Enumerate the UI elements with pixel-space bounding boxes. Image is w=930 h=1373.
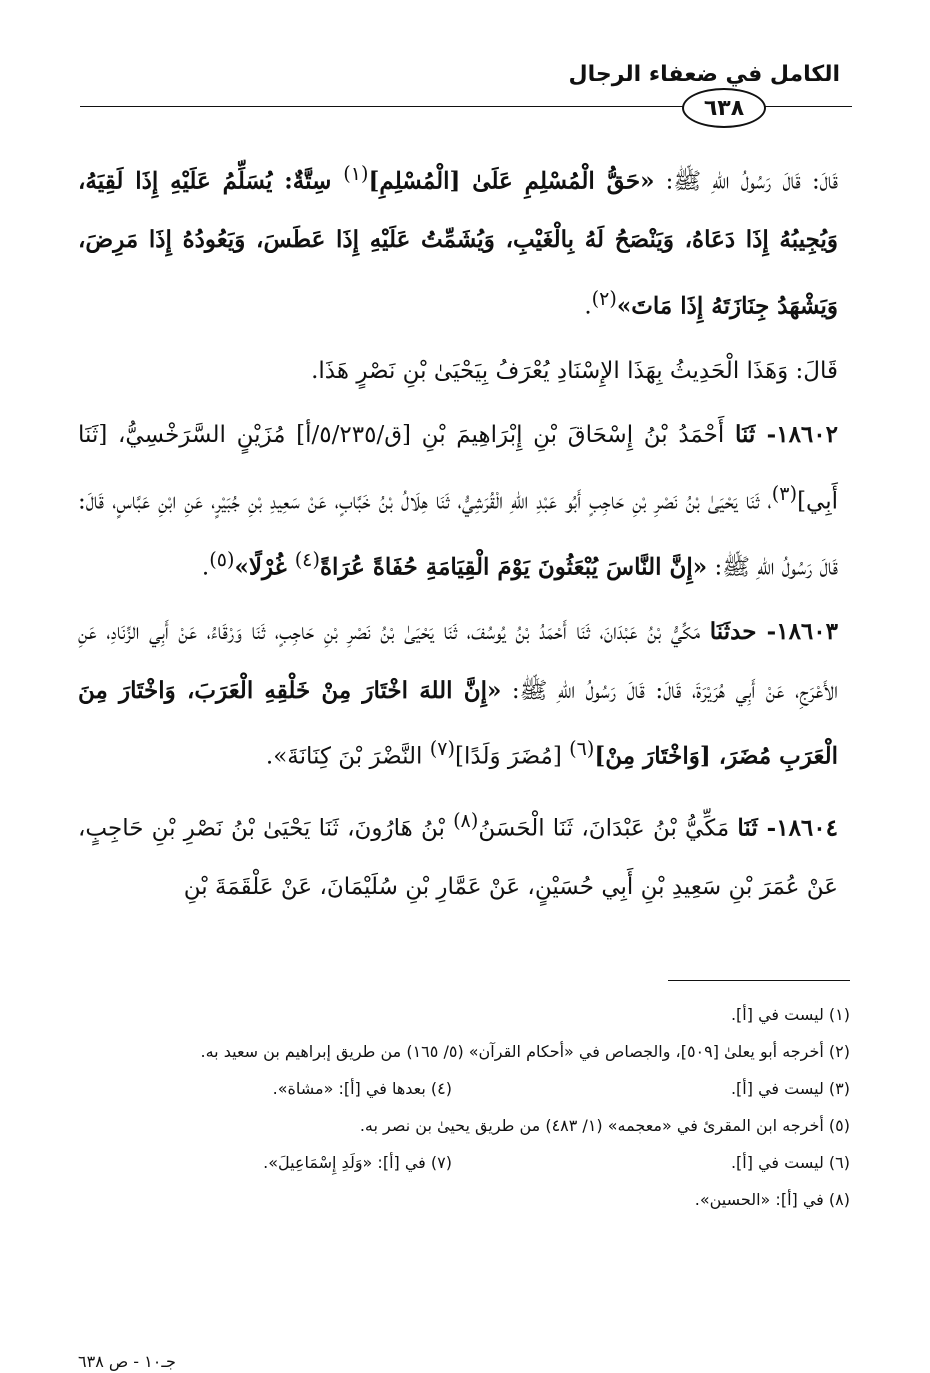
hadith-text: غُرْلًا»: [234, 553, 295, 581]
hadith-text: «إِنَّ اللهَ اخْتَارَ مِنْ خَلْقِهِ الْعَرَبَ، وَاخْتَارَ مِنَ الْعَرَبِ مُضَرَ، [وَاخْتَارَ مِنْ]: [78, 676, 838, 770]
footnote-3: (٣) ليست في [أ].: [730, 1079, 850, 1098]
hadith-number: ١٨٦٠٢-: [755, 421, 838, 449]
transmission-word: ثَنَا: [737, 814, 758, 842]
footnote-6: (٦) ليست في [أ].: [730, 1153, 850, 1172]
footnote-ref: (٨): [453, 809, 479, 833]
footnote-row: [78, 1070, 850, 1107]
hadith-18602: [78, 406, 838, 597]
text-span: مَكِّيُّ بْنُ عَبْدَانَ، ثَنَا الْحَسَنُ: [478, 815, 738, 842]
main-text: [78, 145, 838, 923]
footnote-ref: (٢): [591, 286, 617, 310]
hadith-number: ١٨٦٠٤-: [757, 814, 838, 842]
footnote-separator: [668, 980, 850, 981]
volume-page-signature: جـ١٠ - ص ٦٣٨: [78, 1352, 176, 1371]
hadith-text: «حَقُّ الْمُسْلِمِ عَلَىٰ [الْمُسْلِمِ]: [368, 167, 655, 195]
transmission-word: ثَنَا: [734, 421, 756, 449]
footnote-ref: (٥): [209, 547, 235, 571]
footnote-ref: (٧): [429, 737, 456, 761]
text-span: [مُضَرَ وَلَدًا]: [455, 743, 570, 770]
text-span: مَكِّيُّ بْنُ عَبْدَانَ، ثَنَا أَحْمَدُ بْنُ يُوسُفَ، ثَنَا يَحْيَىٰ بْنُ نَصْرِ بْنِ حَاجِبٍ، ثَنَا وَرْقَاءُ، عَنْ أَبِي الزِّنَادِ، عَنِ الأَعْرَجِ، عَنْ أَبِي هُرَيْرَةَ، قَالَ: قَالَ رَسُولُ اللهِ ﷺ:: [78, 619, 838, 704]
footnote-4: (٤) بعدها في [أ]: «مشاة».: [272, 1079, 452, 1098]
footnote-row: [78, 1144, 850, 1181]
footnotes: [78, 996, 850, 1218]
text-span: .: [201, 554, 210, 581]
paragraph-2: قَالَ: وَهَذَا الْحَدِيثُ بِهَذَا الإِسْنَادِ يُعْرَفُ بِيَحْيَىٰ بْنِ نَصْرٍ هَذَا.: [311, 357, 838, 384]
hadith-text: «إِنَّ النَّاسَ يُبْعَثُونَ يَوْمَ الْقِيَامَةِ حُفَاةً عُرَاةً: [319, 553, 708, 581]
footnote-ref: (١): [343, 162, 369, 185]
hadith-number: ١٨٦٠٣-: [756, 618, 838, 646]
text-span: قَالَ: قَالَ رَسُولُ اللهِ ﷺ:: [654, 168, 839, 195]
running-title: الكامل في ضعفاء الرجال: [568, 62, 840, 87]
text-span: ، ثَنَا يَحْيَىٰ بْنُ نَصْرِ بْنِ حَاجِبٍ أَبُو عَبْدِ اللهِ الْقُرَشِيُّ، ثَنَا هِلَالُ بْنُ خَبَّابٍ، عَنْ سَعِيدِ بْنِ جُبَيْرٍ، عَنِ ابْنِ عَبَّاسٍ، قَالَ: قَالَ رَسُولُ اللهِ ﷺ:: [78, 488, 838, 581]
paragraph-1: [78, 145, 838, 336]
footnote-ref: (٣): [771, 481, 798, 505]
hadith-18603: [78, 603, 838, 786]
hadith-text: سِتَّةٌ: يُسَلِّمُ عَلَيْهِ إِذَا لَقِيَهُ، وَيُجِيبُهُ إِذَا دَعَاهُ، وَيَنْصَحُ لَهُ بِالْغَيْبِ، وَيُشَمِّتُ عَلَيْهِ إِذَا عَطَسَ، وَيَعُودُهُ إِذَا مَرِضَ، وَيَشْهَدُ جِنَازَتَهُ إِذَا مَاتَ»: [78, 167, 838, 320]
footnote-1: (١) ليست في [أ].: [730, 1005, 850, 1024]
page-number-badge: ٦٣٨: [682, 88, 766, 128]
hadith-18604: [78, 792, 838, 917]
footnote-ref: (٦): [569, 737, 595, 761]
text-span: النَّضْرَ بْنَ كِنَانَةَ».: [265, 743, 430, 770]
footnote-5: (٥) أخرجه ابن المقرئ في «معجمه» (١/ ٤٨٣) من طريق يحيىٰ بن نصر به.: [359, 1116, 850, 1135]
footnote-7: (٧) في [أ]: «وَلَدِ إِسْمَاعِيلَ».: [263, 1153, 452, 1172]
text-span: بْنُ هَارُونَ، ثَنَا يَحْيَىٰ بْنُ نَصْرِ بْنِ حَاجِبٍ، عَنْ عُمَرَ بْنِ سَعِيدِ بْنِ أَبِي حُسَيْنٍ، عَنْ عَمَّارِ بْنِ سُلَيْمَانَ، عَنْ عَلْقَمَةَ بْنِ: [78, 815, 838, 901]
transmission-word: حدثَنَا: [709, 618, 757, 646]
footnote-ref: (٤): [294, 547, 320, 571]
footnote-8: (٨) في [أ]: «الحسين».: [694, 1190, 850, 1209]
footnote-2: (٢) أخرجه أبو يعلىٰ [٥٠٩]، والجصاص في «أحكام القرآن» (٥/ ١٦٥) من طريق إبراهيم بن سعيد به.: [200, 1042, 850, 1061]
text-span: .: [584, 293, 592, 320]
text-span: أَحْمَدُ بْنُ إِسْحَاقَ بْنِ إِبْرَاهِيمَ بْنِ [ق/٥/٢٣٥/أ] مُزَيْنٍ السَّرَخْسِيُّ، [ثَنَا أَبِي]: [78, 422, 838, 515]
